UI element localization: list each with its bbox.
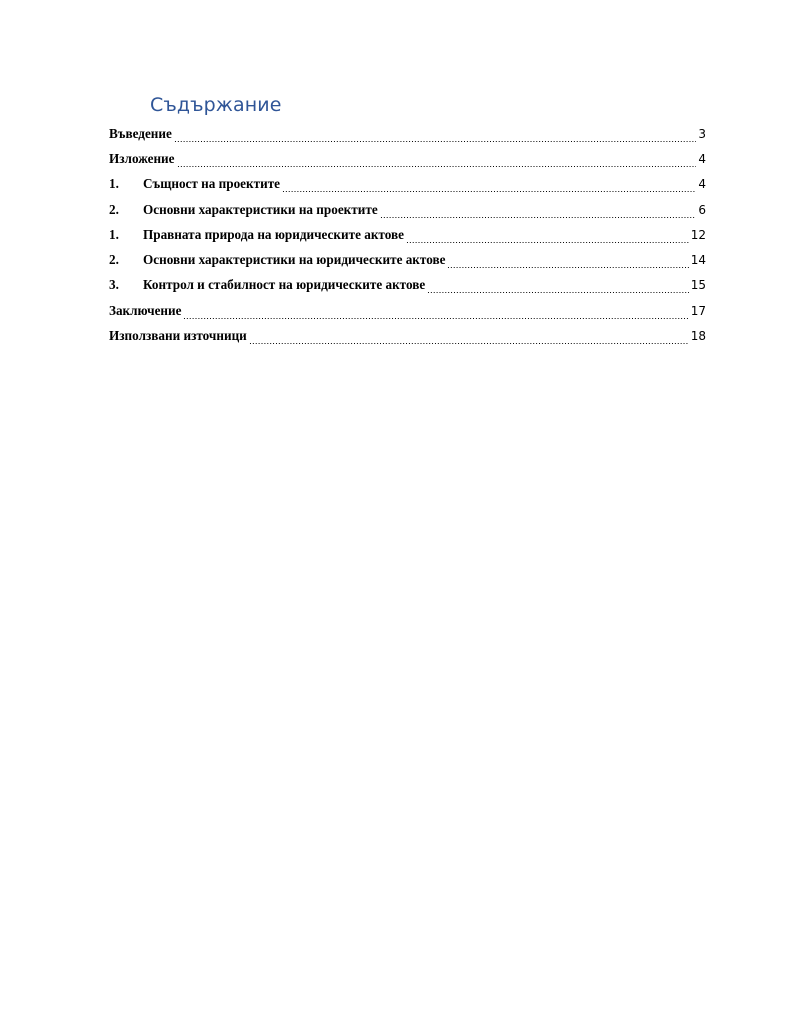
dot-leader xyxy=(177,154,697,168)
toc-entry-title: Правната природа на юридическите актове xyxy=(143,226,404,242)
toc-entry-page: 14 xyxy=(690,253,706,268)
dot-leader xyxy=(447,255,688,269)
dot-leader xyxy=(427,280,689,294)
toc-entry-title: Използвани източници xyxy=(109,328,247,344)
toc-entry-title: Същност на проектите xyxy=(143,176,281,192)
toc-entry-number: 3. xyxy=(109,277,119,293)
toc-entry-title: Изложение xyxy=(109,150,175,166)
toc-entry-page: 4 xyxy=(698,151,706,166)
dot-leader xyxy=(282,179,696,193)
toc-entry-number: 1. xyxy=(109,226,119,242)
toc-entry-title: Основни характеристики на юридическите актове xyxy=(143,252,446,268)
toc-entry-control-and-stability[interactable] xyxy=(109,273,706,298)
toc-entry-introduction[interactable] xyxy=(109,121,706,146)
toc-entry-conclusion[interactable] xyxy=(109,298,706,323)
toc-entry-title: Заключение xyxy=(109,302,182,318)
toc-entry-title: Основни характеристики на проектите xyxy=(143,201,378,217)
toc-entry-page: 4 xyxy=(698,177,706,192)
toc-entry-page: 18 xyxy=(690,329,706,344)
toc-entry-page: 15 xyxy=(690,278,706,293)
toc-entry-sources[interactable] xyxy=(109,323,706,348)
toc-title: Съдържание xyxy=(150,94,282,116)
toc-entry-title: Контрол и стабилност на юридическите актове xyxy=(143,277,426,293)
toc-entry-page: 3 xyxy=(698,126,706,141)
dot-leader xyxy=(406,230,689,244)
dot-leader xyxy=(183,306,688,320)
toc-entry-number: 1. xyxy=(109,176,119,192)
toc-entry-number: 2. xyxy=(109,201,119,217)
toc-entry-page: 17 xyxy=(690,303,706,318)
toc-entry-nature-of-projects[interactable] xyxy=(109,172,706,197)
dot-leader xyxy=(249,331,689,345)
toc-entry-exposition[interactable] xyxy=(109,146,706,171)
toc-entry-acts-characteristics[interactable] xyxy=(109,247,706,272)
dot-leader xyxy=(174,129,696,143)
toc-entry-legal-nature-of-acts[interactable] xyxy=(109,222,706,247)
toc-entry-page: 12 xyxy=(690,227,706,242)
toc-entry-page: 6 xyxy=(698,202,706,217)
toc-entry-title: Въведение xyxy=(109,125,172,141)
table-of-contents xyxy=(109,121,706,349)
dot-leader xyxy=(380,205,697,219)
toc-entry-number: 2. xyxy=(109,252,119,268)
toc-entry-project-characteristics[interactable] xyxy=(109,197,706,222)
